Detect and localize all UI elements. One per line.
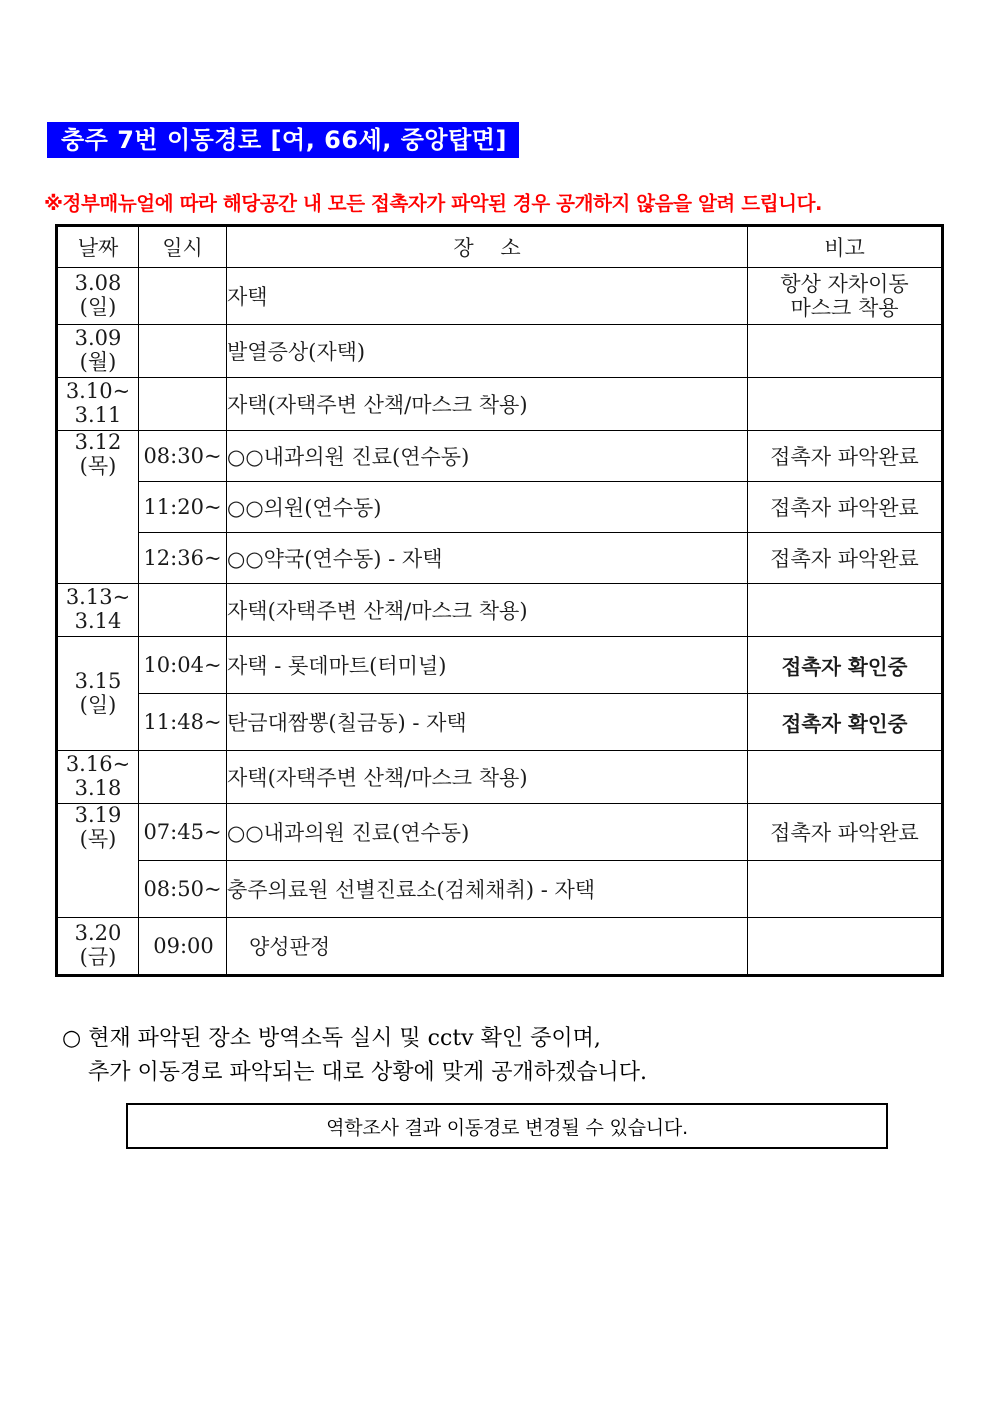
cell-note: 항상 자차이동 마스크 착용 xyxy=(748,268,943,325)
cell-note: 접촉자 확인중 xyxy=(748,694,943,751)
cell-date: 3.15 (일) xyxy=(57,637,139,751)
cell-time xyxy=(139,268,227,325)
table-row xyxy=(57,378,943,431)
table-row xyxy=(57,804,943,861)
government-manual-notice: ※정부매뉴얼에 따라 해당공간 내 모든 접촉자가 파악된 경우 공개하지 않음을 알려 드립니다. xyxy=(44,192,823,215)
cell-time: 09:00 xyxy=(139,918,227,976)
table-row xyxy=(57,431,943,482)
cell-time: 12:36~ xyxy=(139,533,227,584)
cell-place: 양성판정 xyxy=(227,918,748,976)
table-row xyxy=(57,533,943,584)
cell-place: ○○내과의원 진료(연수동) xyxy=(227,431,748,482)
table-row xyxy=(57,694,943,751)
cell-time: 11:48~ xyxy=(139,694,227,751)
cell-time: 07:45~ xyxy=(139,804,227,861)
header-place: 장 소 xyxy=(227,226,748,268)
header-note: 비고 xyxy=(748,226,943,268)
cell-time xyxy=(139,751,227,804)
cell-date: 3.16~ 3.18 xyxy=(57,751,139,804)
cell-note: 접촉자 파악완료 xyxy=(748,431,943,482)
footer-note-line2: 추가 이동경로 파악되는 대로 상황에 맞게 공개하겠습니다. xyxy=(88,1060,648,1086)
footer-note xyxy=(62,1022,942,1090)
cell-note xyxy=(748,325,943,378)
table-row xyxy=(57,861,943,918)
cell-place: ○○의원(연수동) xyxy=(227,482,748,533)
table-row xyxy=(57,584,943,637)
cell-time: 08:30~ xyxy=(139,431,227,482)
table-row xyxy=(57,918,943,976)
footer-note-line1: ○ 현재 파악된 장소 방역소독 실시 및 cctv 확인 중이며, xyxy=(62,1026,601,1051)
cell-time xyxy=(139,378,227,431)
table-row xyxy=(57,482,943,533)
cell-time: 08:50~ xyxy=(139,861,227,918)
cell-place: 충주의료원 선별진료소(검체채취) - 자택 xyxy=(227,861,748,918)
cell-note xyxy=(748,584,943,637)
cell-place: 자택(자택주변 산책/마스크 착용) xyxy=(227,751,748,804)
cell-place: ○○내과의원 진료(연수동) xyxy=(227,804,748,861)
cell-time xyxy=(139,584,227,637)
cell-note xyxy=(748,918,943,976)
cell-place: 탄금대짬뽕(칠금동) - 자택 xyxy=(227,694,748,751)
cell-note: 접촉자 확인중 xyxy=(748,637,943,694)
cell-note xyxy=(748,751,943,804)
cell-place: 자택(자택주변 산책/마스크 착용) xyxy=(227,584,748,637)
table-row xyxy=(57,751,943,804)
cell-place: ○○약국(연수동) - 자택 xyxy=(227,533,748,584)
movement-route-table xyxy=(55,224,944,977)
cell-note: 접촉자 파악완료 xyxy=(748,804,943,861)
table-row xyxy=(57,637,943,694)
table-body xyxy=(57,268,943,976)
cell-place: 자택 xyxy=(227,268,748,325)
page-title: 충주 7번 이동경로 [여, 66세, 중앙탑면] xyxy=(47,122,519,158)
cell-place: 자택(자택주변 산책/마스크 착용) xyxy=(227,378,748,431)
header-date: 날짜 xyxy=(57,226,139,268)
cell-place: 자택 - 롯데마트(터미널) xyxy=(227,637,748,694)
cell-time: 10:04~ xyxy=(139,637,227,694)
cell-date: 3.09 (월) xyxy=(57,325,139,378)
cell-date: 3.12 (목) xyxy=(57,431,139,584)
cell-date: 3.20 (금) xyxy=(57,918,139,976)
disclaimer-text: 역학조사 결과 이동경로 변경될 수 있습니다. xyxy=(326,1116,688,1139)
table-row xyxy=(57,325,943,378)
cell-time: 11:20~ xyxy=(139,482,227,533)
cell-date: 3.10~ 3.11 xyxy=(57,378,139,431)
disclaimer-box xyxy=(126,1103,888,1149)
cell-note: 접촉자 파악완료 xyxy=(748,533,943,584)
cell-date: 3.13~ 3.14 xyxy=(57,584,139,637)
cell-note: 접촉자 파악완료 xyxy=(748,482,943,533)
cell-place: 발열증상(자택) xyxy=(227,325,748,378)
cell-date: 3.08 (일) xyxy=(57,268,139,325)
cell-time xyxy=(139,325,227,378)
cell-note xyxy=(748,378,943,431)
cell-note xyxy=(748,861,943,918)
header-time: 일시 xyxy=(139,226,227,268)
table-row xyxy=(57,268,943,325)
table-header-row xyxy=(57,226,943,268)
cell-date: 3.19 (목) xyxy=(57,804,139,918)
